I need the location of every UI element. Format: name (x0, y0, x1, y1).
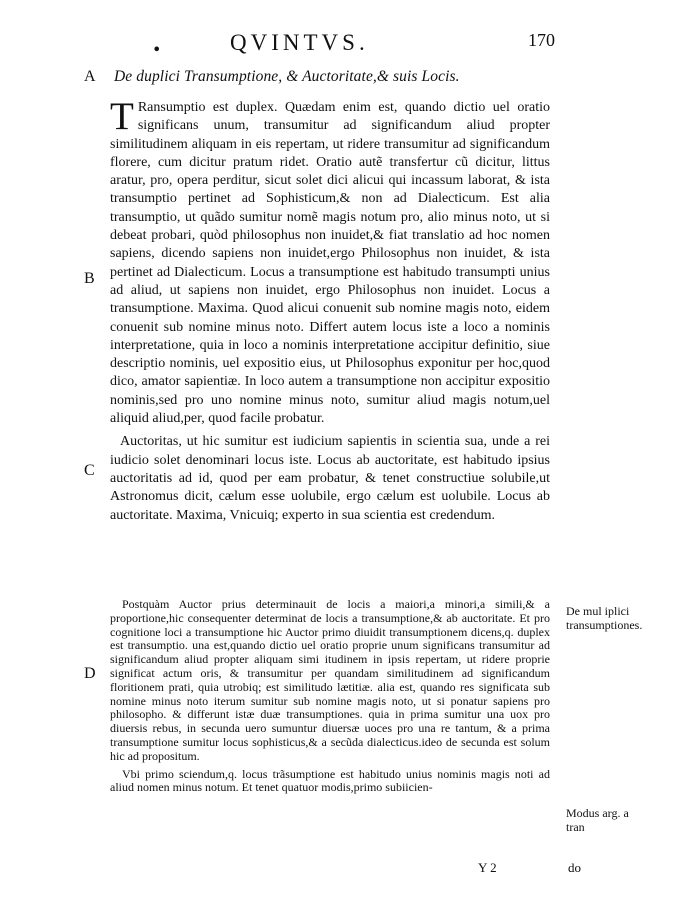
page-number: 170 (528, 30, 555, 50)
chapter-heading: De duplici Transumptione, & Auctoritate,& suis Locis. (114, 68, 460, 85)
ornament-dot: • (152, 40, 162, 59)
section-letter-d: D (84, 665, 96, 682)
signature-mark: Y 2 (478, 860, 497, 875)
commentary-paragraph-2: Vbi primo sciendum,q. locus trãsumptione est habitudo unius nominis magis noti ad aliud nomen minus notum. Et tenet quatuor modis,primo subiicien- (110, 766, 550, 795)
commentary-paragraph-1: Postquàm Auctor prius determinauit de locis a maiori,a minori,a simili,& a proportione,hic consequenter determinat de locis a transumptione,& ab auctoritate. Et pro cognitione loci a transumptione hic Auctor primo diuidit transumptionem dicens,q. duplex est transumptio. una est,quando dictio uel oratio proprie unum significans transumitur ad significandum aliud propter aliquam simi itudinem in ipsis repertam, ut ridere proprie significat actum oris, & transumitur per quandam similitudinem ad significandum floritionem prati, quia utrobiq; est similitudo lætitiæ. alia est, quando res significata sub nomine minus noto iterum sumitur sub nomine magis noto, ut si ponatur sapiens pro philosopho. & differunt istæ duæ transumptiones. quia in prima sumitur una uox pro diuersis rebus, in secunda uero sumuntur diuersæ uoces pro una re tantum, & a prima transumptione sumitur locus sophisticus,& a secũda dialecticus.ideo de secunda est solum hic ad propositum. (110, 597, 550, 763)
section-letter-a: A (84, 68, 96, 85)
section-letter-b: B (84, 270, 95, 287)
section-letter-c: C (84, 462, 95, 479)
running-title: QVINTVS. (230, 30, 369, 55)
main-paragraph-1 (110, 95, 550, 428)
commentary-block (110, 598, 550, 795)
margin-note-2: Modus arg. a tran (566, 806, 629, 834)
margin-note-1: De mul iplici transumptiones. (566, 604, 643, 632)
main-paragraph-2: Auctoritas, ut hic sumitur est iudicium sapientis in scientia sua, unde a rei iudicio solet denominari locus iste. Locus ab auctoritate, est habitudo ipsius auctoritatis ad id, quod per eam probatur, & tenet constructiue solubile,ut Astronomus dicit, cælum esse uolubile, ergo cælum est uolubile. Locus ab auctoritate. Maxima, Vnicuiq; experto in sua scientia est credendum. (110, 434, 550, 523)
main-paragraph-1-text: Ransumptio est duplex. Quædam enim est, quando dictio uel oratio significans unum, transumitur ad significandum aliud propter similitudinem aliquam in eis repertam, ut ridere transumitur ad significandum florere, cum dicitur pratum ridet. Oratio autẽ transfertur cũ dicitur, littus aratur, pro, opera perditur, sicut solet dici alicui qui incassum laborat, & ista transumptio pertinet ad Sophisticum,& non ad Dialecticum. Est alia transumptio, ut quãdo sumitur nomẽ magis notum pro, alio minus noto, ut si debeat probari, quòd philosophus non inuidet,& fiat translatio ad hoc nomen sapiens, dicendo sapiens non inuidet,ergo Philosophus non inuidet, & ista pertinet ad Dialecticum. Locus a transumptione est habitudo transumpti unius ad aliud, ut sapiens non inuidet, ergo Philosophus non inuidet. Locus a transumptione. Maxima. Quod alicui conuenit sub nomine magis noto, eidem conuenit sub nomine minus noto. Differt autem locus iste a loco a nominis interpretatione, quia in loco a nominis interpretatione accipitur definitio, siue descriptio nominis, uel expositio eius, ut Philosophus exponitur per hoc,quod dico, amator sapientiæ. In loco autem a transumptione non accipitur expositio nominis,sed pro uno nomine minus noto, sumitur aliud magis notum,uel aliquid aliud,per, quod facile probatur. (110, 100, 550, 427)
drop-cap: T (110, 95, 134, 138)
catchword: do (568, 860, 581, 875)
main-text (110, 95, 550, 525)
